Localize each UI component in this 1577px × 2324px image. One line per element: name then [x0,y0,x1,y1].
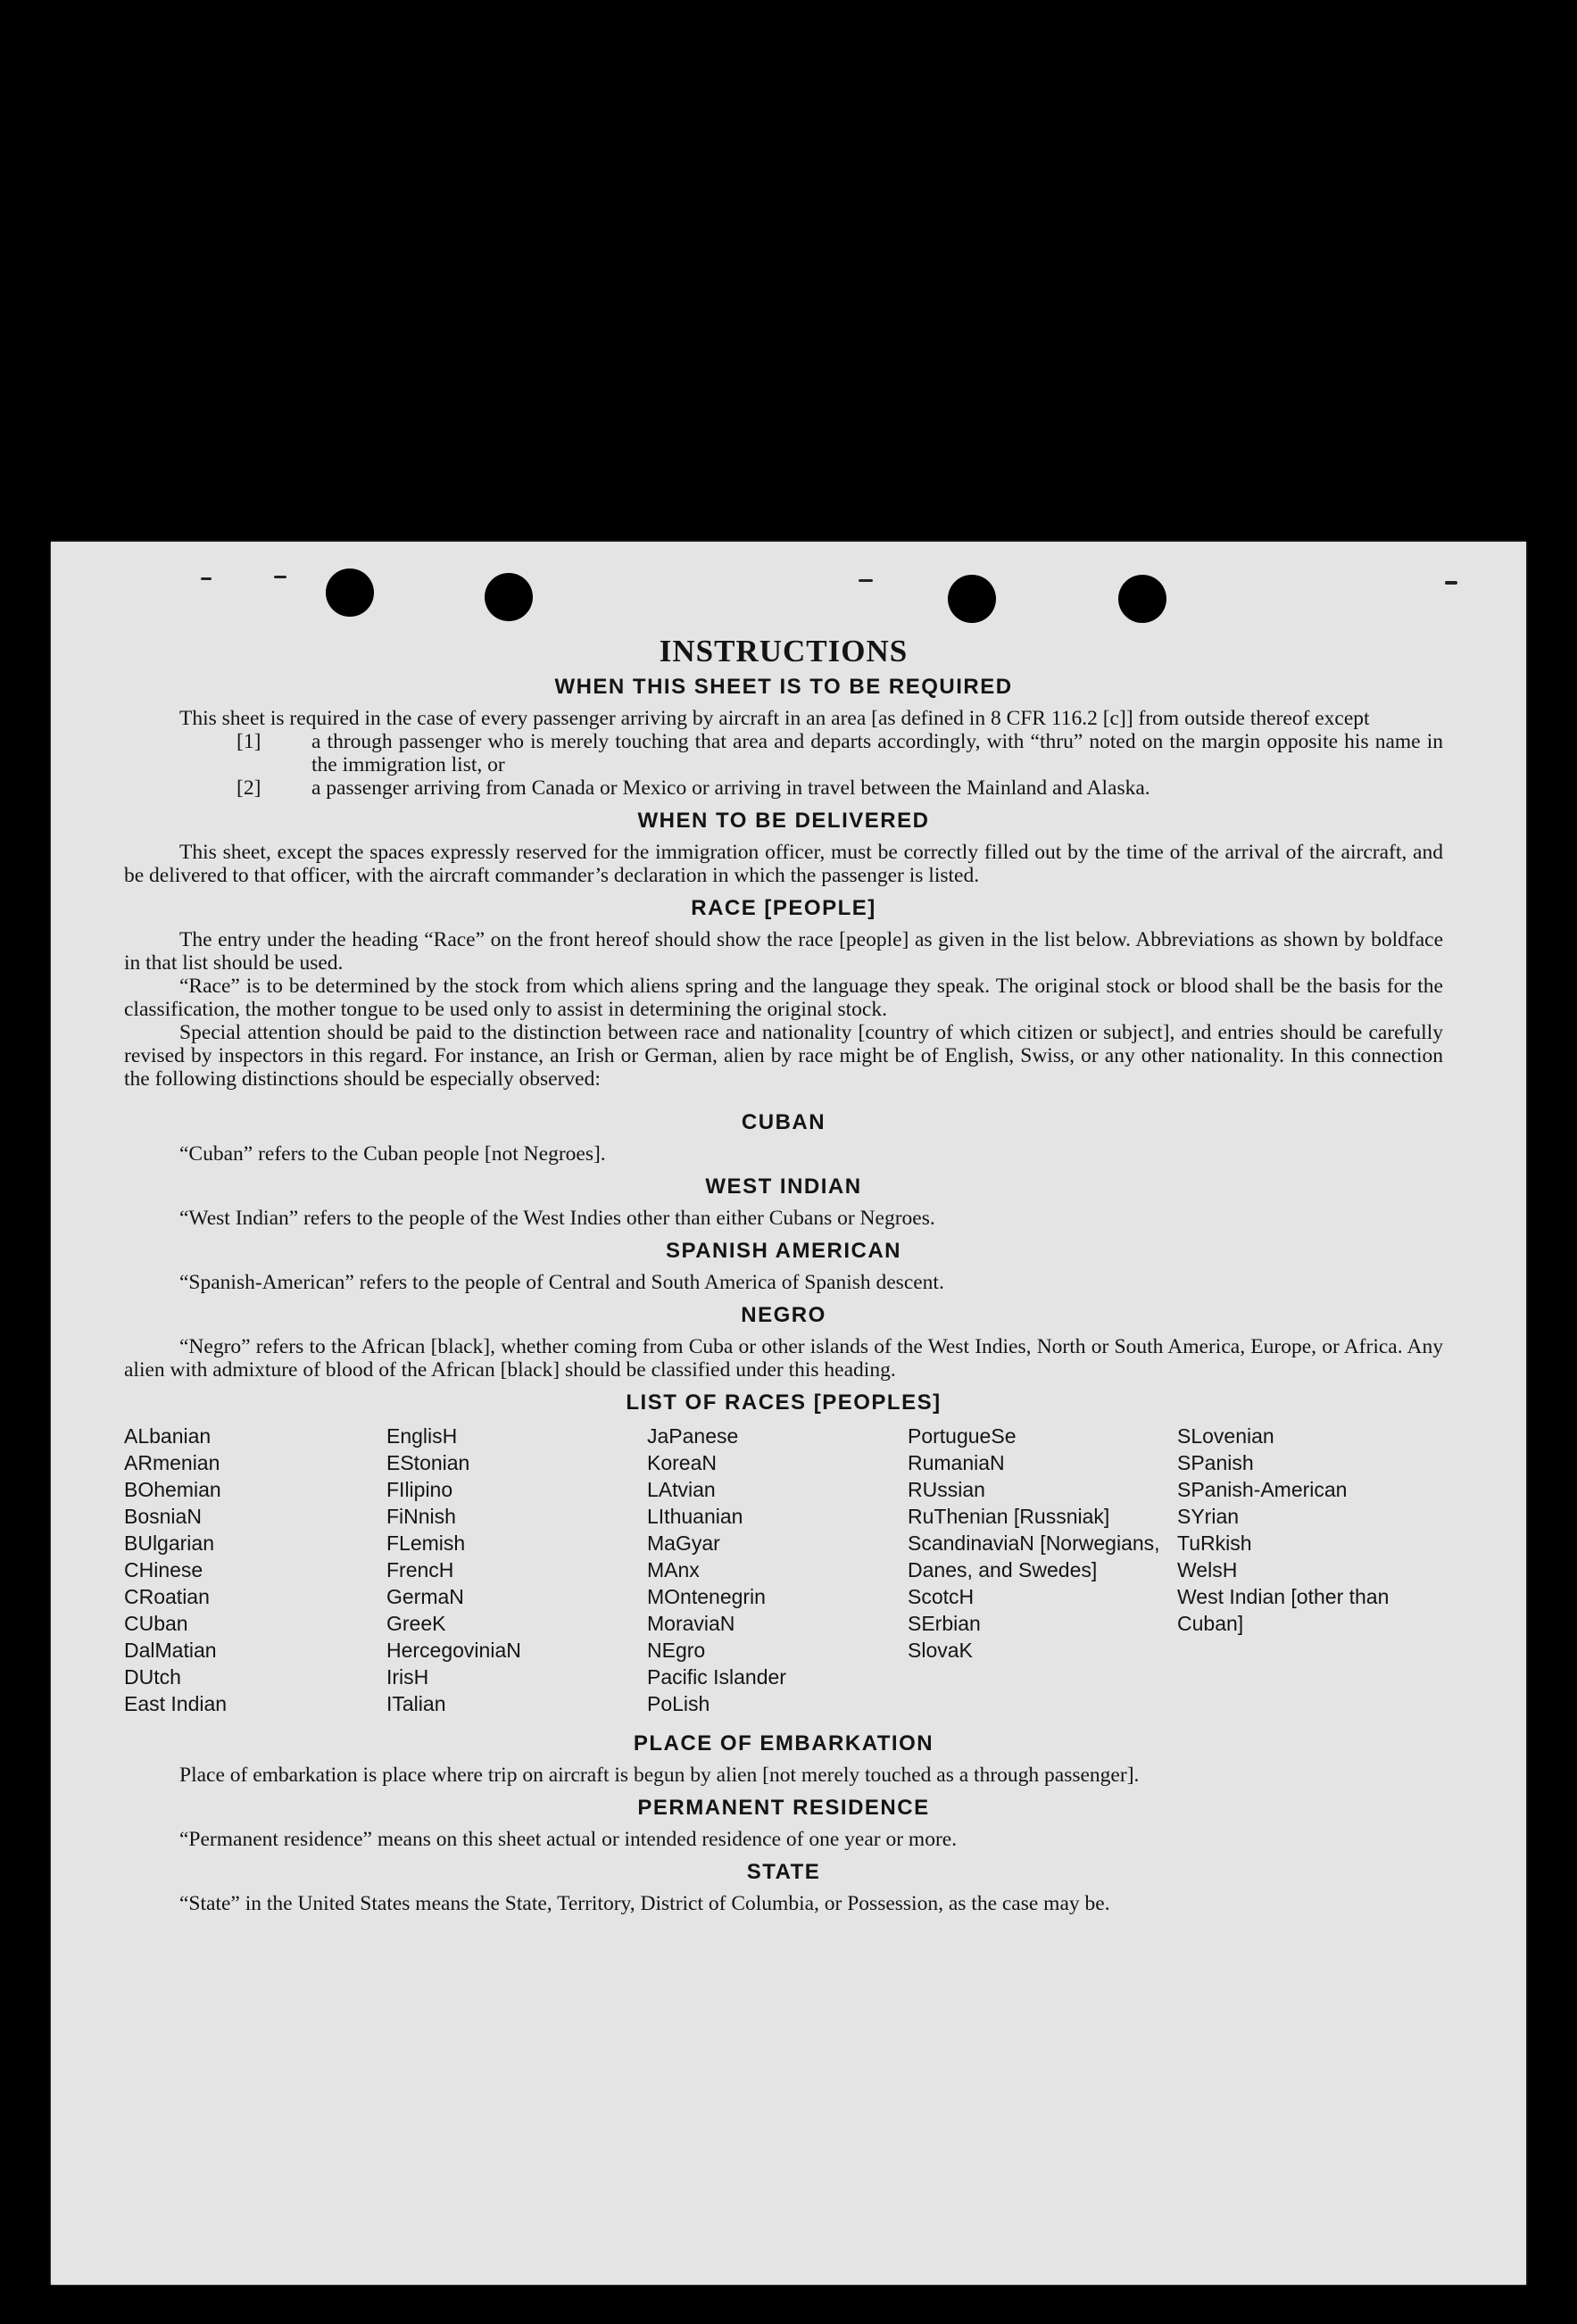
race-list-item: LAtvian [647,1478,716,1501]
document-page [51,542,1526,2285]
race-list-item: SlovaK [908,1639,973,1662]
race-list-item: SErbian [908,1612,981,1635]
punch-hole [485,573,533,621]
punch-hole [948,575,996,623]
race-list-item: FiNnish [386,1505,456,1528]
west-indian-text: “West Indian” refers to the people of the West Indies other than either Cubans or Negroes. [179,1207,935,1230]
race-list-item: Pacific Islander [647,1665,786,1689]
race-list-item: CHinese [124,1558,203,1581]
race-list-item: NEgro [647,1639,706,1662]
race-list-column-2 [386,1423,647,1717]
section-heading-residence: PERMANENT RESIDENCE [637,1796,930,1820]
scan-speck [201,577,212,580]
race-list-item: ALbanian [124,1424,212,1448]
race-list-item: ARmenian [124,1451,220,1474]
race-list-item: SLovenian [1177,1424,1274,1448]
race-list-item: HercegoviniaN [386,1639,521,1662]
section-heading-cuban: CUBAN [741,1110,826,1134]
race-list-item: BosniaN [124,1505,202,1528]
negro-text: “Negro” refers to the African [black], whether coming from Cuba or other islands of the West Indies, North or South America, Europe, or Africa. Any alien with admixture of blood of the African [black] should be classified under this heading. [124,1335,1443,1382]
state-text: “State” in the United States means the State, Territory, District of Columbia, or Possession, as the case may be. [179,1892,1110,1915]
spanish-american-text: “Spanish-American” refers to the people of Central and South America of Spanish descent. [179,1271,944,1294]
race-list-item: SPanish-American [1177,1478,1348,1501]
punch-hole [326,569,374,617]
embarkation-text: Place of embarkation is place where trip on aircraft is begun by alien [not merely touched as a through passenger]. [179,1764,1140,1787]
section-heading-spanish-american: SPANISH AMERICAN [665,1239,901,1263]
race-list-item: EStonian [386,1451,470,1474]
scan-speck [1445,581,1457,585]
race-list-item: CRoatian [124,1585,210,1608]
page-title: INSTRUCTIONS [659,634,909,668]
race-list-item: MAnx [647,1558,700,1581]
race-list-column-4 [908,1423,1177,1717]
section-heading-list-of-races: LIST OF RACES [PEOPLES] [626,1390,942,1415]
race-list-item: FLemish [386,1531,466,1555]
when-required-intro: This sheet is required in the case of every passenger arriving by aircraft in an area [as defined in 8 CFR 116.2 [c]] from outside thereof except [179,707,1370,730]
cuban-text: “Cuban” refers to the Cuban people [not Negroes]. [179,1142,606,1166]
race-list-item: MaGyar [647,1531,720,1555]
race-list-item: PortugueSe [908,1424,1017,1448]
race-list-item: DUtch [124,1665,181,1689]
race-list-item: CUban [124,1612,188,1635]
section-heading-race: RACE [PEOPLE] [691,896,876,920]
race-list-table [124,1423,1443,1717]
section-heading-state: STATE [746,1860,821,1884]
race-list-item: WelsH [1177,1558,1238,1581]
scan-speck [274,576,286,578]
exception-item-2: [2] a passenger arriving from Canada or Mexico or arriving in travel between the Mainland and Alaska. [237,776,1150,800]
section-heading-west-indian: WEST INDIAN [705,1174,862,1199]
race-list-item: IrisH [386,1665,429,1689]
race-list-column-3 [647,1423,908,1717]
race-list-item: DalMatian [124,1639,217,1662]
race-list-item: EnglisH [386,1424,458,1448]
when-delivered-text: This sheet, except the spaces expressly reserved for the immigration officer, must be correctly filled out by the time of the arrival of the aircraft, and be delivered to that officer, with the aircraft commander’s declaration in which the passenger is listed. [124,841,1443,887]
race-list-item: West Indian [other than Cuban] [1177,1585,1390,1635]
section-heading-embarkation: PLACE OF EMBARKATION [633,1731,934,1755]
race-list-item: ITalian [386,1692,446,1715]
race-list-item: ScotcH [908,1585,975,1608]
race-paragraph-1: The entry under the heading “Race” on the front hereof should show the race [people] as given in the list below. Abbreviations as shown by boldface in that list should be used. [124,928,1443,975]
race-list-item: LIthuanian [647,1505,743,1528]
race-list-item: RUssian [908,1478,985,1501]
instructions-content [124,634,1443,1915]
race-list-item: FrencH [386,1558,454,1581]
race-list-column-1 [124,1423,386,1717]
race-list-item: GreeK [386,1612,446,1635]
race-list-item: SPanish [1177,1451,1254,1474]
race-list-item: BOhemian [124,1478,221,1501]
race-list-item: PoLish [647,1692,710,1715]
race-list-item: GermaN [386,1585,464,1608]
race-list-item: TuRkish [1177,1531,1252,1555]
race-paragraph-2: “Race” is to be determined by the stock from which aliens spring and the language they speak. The original stock or blood shall be the basis for the classification, the mother tongue to be used only to assist in determining the original stock. [124,975,1443,1021]
race-list-item: RumaniaN [908,1451,1005,1474]
race-list-column-5 [1177,1423,1436,1717]
exception-item-1: [1] a through passenger who is merely touching that area and departs accordingly, with “thru” noted on the margin opposite his name in the immigration list, or [237,730,1443,776]
race-list-item: RuThenian [Russniak] [908,1505,1110,1528]
section-heading-when-required: WHEN THIS SHEET IS TO BE REQUIRED [554,675,1013,699]
race-list-item: MoraviaN [647,1612,735,1635]
race-list-item: FIlipino [386,1478,453,1501]
punch-hole [1118,575,1166,623]
section-heading-negro: NEGRO [741,1303,826,1327]
race-list-item: JaPanese [647,1424,739,1448]
race-list-item: East Indian [124,1692,228,1715]
residence-text: “Permanent residence” means on this sheet actual or intended residence of one year or more. [179,1828,958,1851]
section-heading-when-delivered: WHEN TO BE DELIVERED [637,809,930,833]
race-list-item: MOntenegrin [647,1585,766,1608]
race-list-item: ScandinaviaN [Norwegians, Danes, and Swedes] [908,1531,1160,1581]
race-list-item: KoreaN [647,1451,717,1474]
scan-speck [859,579,873,582]
race-list-item: BUlgarian [124,1531,214,1555]
race-list-item: SYrian [1177,1505,1240,1528]
race-paragraph-3: Special attention should be paid to the distinction between race and nationality [country of which citizen or subject], and entries should be carefully revised by inspectors in this regard. For instance, an Irish or German, alien by race might be of English, Swiss, or any other nationality. In this connection the following distinctions should be especially observed: [124,1021,1443,1091]
